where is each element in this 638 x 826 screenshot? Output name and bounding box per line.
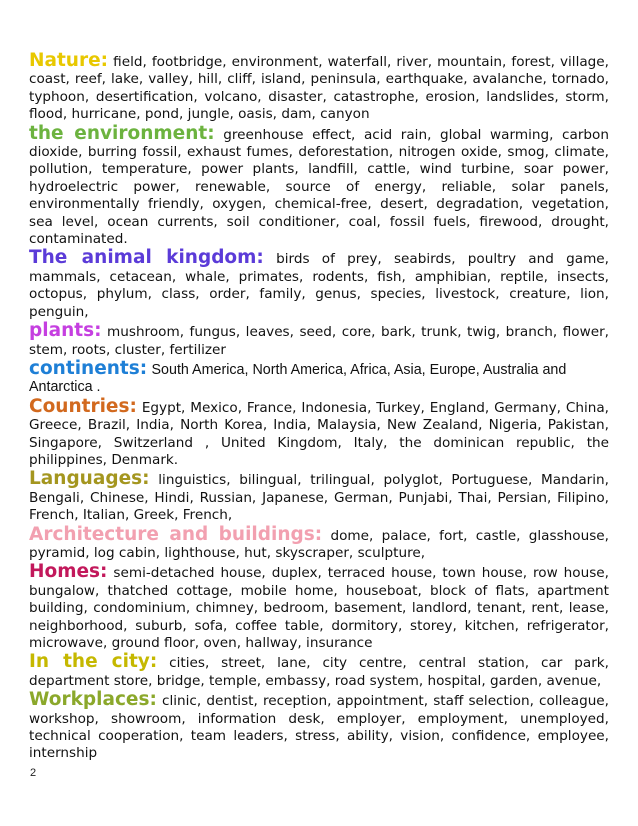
section-text: field, footbridge, environment, waterfall, river, mountain, forest, village, coast, reef, lake, valley, hill, cliff, island, peninsula, earthquake, avalanche, tornado, typhoon, desertification, volcano, disaster, catastrophe, erosion, landslides, storm, flood, hurricane, pond, jungle, oasis, dam, canyon: [29, 54, 609, 123]
section-text: clinic, dentist, reception, appointment, staff selection, colleague, workshop, showroom, information desk, employer, employment, unemployed, technical cooperation, team leaders, stress, ability, vision, confidence, employee, internship: [29, 693, 609, 762]
section-homes: [29, 563, 609, 652]
section-heading: Languages:: [29, 468, 150, 490]
section-environment: [29, 122, 609, 249]
section-text: greenhouse effect, acid rain, global warming, carbon dioxide, burring fossil, exhaust fumes, deforestation, nitrogen oxide, smog, climate, pollution, temperature, power plants, landfill, cattle, wind turbine, soar power, hydroelectric power, renewable, source of energy, reliable, solar panels, environmentally friendly, oxygen, chemical-free, desert, degradation, vegetation, sea level, ocean currents, soil conditioner, coal, fossil fuels, firewood, drought, contaminated.: [29, 126, 609, 248]
section-heading: In the city:: [29, 651, 158, 673]
section-text: semi-detached house, duplex, terraced house, town house, row house, bungalow, thatched cottage, mobile home, houseboat, block of flats, apartment building, condominium, chimney, bedroom, basement, landlord, tenant, rent, lease, neighborhood, suburb, sofa, coffee table, dormitory, storey, kitchen, refrigerator, microwave, ground floor, oven, hallway, insurance: [29, 565, 609, 651]
section-heading: the environment:: [29, 122, 215, 144]
section-heading: Homes:: [29, 561, 108, 583]
section-languages: [29, 470, 609, 524]
section-heading: Workplaces:: [29, 689, 157, 711]
section-workplaces: [29, 691, 609, 763]
section-text: birds of prey, seabirds, poultry and game, mammals, cetacean, whale, primates, rodents, fish, amphibian, reptile, insects, octopus, phylum, class, order, family, genus, species, livestock, creature, lion, penguin,: [29, 251, 609, 320]
section-nature: [29, 52, 609, 124]
vocabulary-list: [29, 52, 609, 764]
section-heading: Nature:: [29, 50, 109, 71]
section-text: cities, street, lane, city centre, central station, car park, department store, bridge, temple, embassy, road system, hospital, garden, avenue,: [29, 655, 610, 689]
section-text: mushroom, fungus, leaves, seed, core, bark, trunk, twig, branch, flower, stem, roots, cluster, fertilizer: [29, 324, 609, 358]
section-architecture: [29, 523, 609, 563]
section-heading: continents:: [29, 357, 148, 379]
section-heading: Architecture and buildings:: [29, 523, 323, 545]
section-text: Egypt, Mexico, France, Indonesia, Turkey, England, Germany, China, Greece, Brazil, India, North Korea, India, Malaysia, New Zealand, Nigeria, Pakistan, Singapore, Switzerland , United Kingdom, Italy, the dominican republic, the philippines, Denmark.: [29, 399, 609, 468]
section-text: linguistics, bilingual, trilingual, polyglot, Portuguese, Mandarin, Bengali, Chinese, Hindi, Russian, Japanese, German, Punjabi, Thai, Persian, Filipino, French, Italian, Greek, French,: [29, 472, 609, 524]
page-number: 2: [30, 767, 37, 779]
section-animal-kingdom: [29, 249, 609, 321]
section-text: dome, palace, fort, castle, glasshouse, pyramid, log cabin, lighthouse, hut, skyscraper, sculpture,: [29, 527, 609, 561]
section-heading: Countries:: [29, 395, 137, 417]
section-countries: [29, 395, 609, 470]
section-heading: plants:: [29, 320, 102, 342]
section-heading: The animal kingdom:: [29, 247, 264, 269]
section-text: South America, North America, Africa, Asia, Europe, Australia and Antarctica .: [29, 361, 567, 396]
section-continents: [29, 357, 609, 397]
section-city: [29, 653, 609, 690]
section-plants: [29, 322, 609, 359]
